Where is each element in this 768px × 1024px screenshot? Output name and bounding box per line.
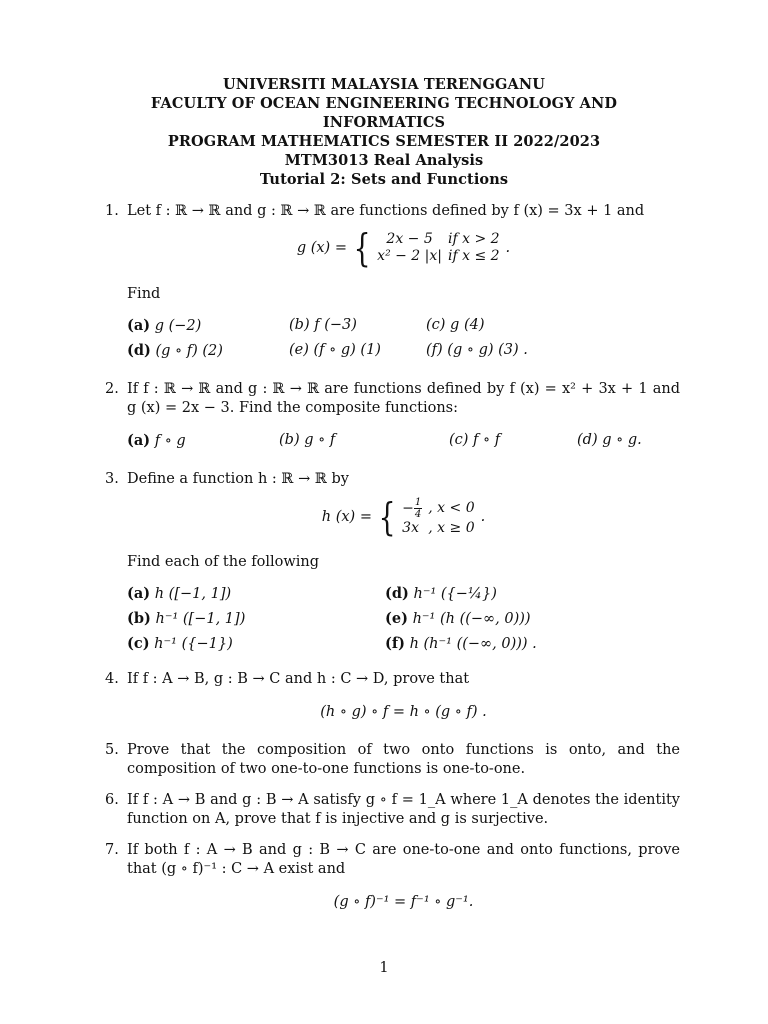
question-number: 3.: [105, 471, 119, 487]
question-text: Prove that the composition of two onto functions is onto, and the composition of two one-to-one functions is one-to-one.: [127, 742, 680, 777]
piecewise-cases: [377, 231, 505, 265]
sub-question-label: (d): [385, 585, 409, 602]
display-equation: (g ∘ f)⁻¹ = f⁻¹ ∘ g⁻¹.: [333, 894, 474, 910]
sub-question: [385, 584, 497, 604]
question-number: 5.: [105, 742, 119, 758]
piecewise-definition-g: [127, 226, 680, 273]
sub-question: [127, 316, 289, 336]
sub-question-label: (c): [426, 317, 446, 333]
sub-question-label: (e): [289, 342, 309, 358]
sub-question-label: (c): [127, 635, 150, 652]
course-code-title: MTM3013 Real Analysis: [284, 152, 484, 169]
fraction-denominator: 4: [414, 509, 422, 520]
sub-question: [449, 431, 577, 451]
sub-question: [577, 431, 642, 451]
sub-question-expression: (g ∘ f) (2): [155, 343, 223, 359]
sub-question: [127, 634, 385, 654]
sub-question-label: (b): [279, 432, 300, 448]
sub-question: [127, 341, 289, 361]
sub-question-expression: h⁻¹ (h ((−∞, 0))): [412, 611, 531, 627]
sub-question-label: (d): [577, 432, 598, 448]
question-list: [105, 202, 680, 912]
question-text: If f : A → B and g : B → A satisfy g ∘ f = 1_A where 1_A denotes the identity function on A, prove that f is injective and g is surjective.: [127, 792, 680, 827]
sub-question-expression: h (h⁻¹ ((−∞, 0))) .: [409, 636, 537, 652]
page-number: 1: [379, 960, 389, 976]
sub-question-expression: g (4): [450, 317, 485, 333]
case-condition: , x ≥ 0: [428, 520, 475, 536]
sub-question-label: (b): [127, 610, 151, 627]
faculty-name-line2: INFORMATICS: [322, 114, 446, 131]
sub-question-label: (f): [426, 342, 443, 358]
sub-question-expression: g ∘ g.: [602, 432, 642, 448]
document-header: [0, 75, 768, 189]
sub-question-expression: h ([−1, 1]): [154, 586, 232, 602]
sub-questions: [127, 584, 680, 654]
left-brace: {: [378, 495, 396, 539]
sub-question-label: (c): [449, 432, 469, 448]
fraction: [414, 497, 422, 520]
sub-question-expression: (g ∘ g) (3) .: [447, 342, 528, 358]
question-2: [105, 380, 680, 451]
sub-question-expression: h⁻¹ ({−1}): [154, 636, 233, 652]
question-1: [105, 202, 680, 361]
piecewise-lhs: g (x) =: [296, 240, 347, 256]
sub-question-label: (e): [385, 610, 408, 627]
sub-question: [385, 634, 537, 654]
sub-question-label: (d): [127, 342, 151, 359]
question-number: 2.: [105, 381, 119, 397]
left-brace: {: [353, 226, 371, 270]
find-label: Find: [127, 286, 161, 302]
case-expression: 3x: [402, 520, 419, 536]
display-end-punct: .: [480, 509, 486, 525]
question-text: Define a function h : ℝ → ℝ by: [127, 471, 349, 487]
sub-question: [289, 316, 426, 336]
question-number: 7.: [105, 842, 119, 858]
sub-question-label: (f): [385, 635, 405, 652]
sub-question: [127, 609, 385, 629]
program-semester: PROGRAM MATHEMATICS SEMESTER II 2022/2023: [167, 133, 601, 150]
question-7: [105, 841, 680, 912]
sub-question: [289, 341, 426, 361]
question-number: 1.: [105, 203, 119, 219]
question-text: If f : A → B, g : B → C and h : C → D, prove that: [127, 671, 470, 687]
sub-question-expression: f ∘ g: [154, 433, 186, 449]
piecewise-cases: [402, 497, 480, 537]
university-name: UNIVERSITI MALAYSIA TERENGGANU: [223, 76, 545, 93]
display-equation: (h ∘ g) ∘ f = h ∘ (g ∘ f) .: [320, 704, 487, 720]
question-text: Let f : ℝ → ℝ and g : ℝ → ℝ are functions defined by f (x) = 3x + 1 and: [127, 203, 645, 219]
sub-question-label: (a): [127, 432, 151, 449]
sub-question-expression: (f ∘ g) (1): [313, 342, 381, 358]
faculty-name-line1: FACULTY OF OCEAN ENGINEERING TECHNOLOGY AND: [150, 95, 618, 112]
case-expression: [402, 497, 428, 520]
sub-question: [127, 584, 385, 604]
sub-question-expression: g (−2): [154, 318, 202, 334]
sub-questions: [127, 316, 680, 361]
question-3: [105, 470, 680, 654]
tutorial-title: Tutorial 2: Sets and Functions: [259, 171, 509, 188]
sub-question: [426, 341, 528, 361]
sub-questions: [127, 431, 680, 451]
case-condition: if x > 2: [448, 231, 500, 247]
display-end-punct: .: [505, 240, 511, 256]
question-5: [105, 741, 680, 779]
question-text: If f : ℝ → ℝ and g : ℝ → ℝ are functions defined by f (x) = x² + 3x + 1 and g (x) = 2x − 3. Find the composite functions:: [127, 381, 680, 416]
sub-question: [385, 609, 531, 629]
question-6: [105, 791, 680, 829]
piecewise-lhs: h (x) =: [321, 509, 372, 525]
minus-sign: −: [402, 500, 414, 517]
sub-question-expression: h⁻¹ ([−1, 1]): [155, 611, 246, 627]
sub-question-expression: h⁻¹ ({−¼}): [413, 586, 497, 602]
sub-question: [127, 431, 279, 451]
sub-question: [279, 431, 449, 451]
case-expression: x² − 2 |x|: [377, 248, 442, 264]
sub-question-label: (a): [127, 317, 151, 334]
sub-question-label: (a): [127, 585, 151, 602]
case-expression: 2x − 5: [386, 231, 433, 247]
piecewise-definition-h: [127, 497, 680, 543]
question-number: 4.: [105, 671, 119, 687]
question-4: [105, 670, 680, 722]
sub-question-label: (b): [289, 317, 310, 333]
case-condition: if x ≤ 2: [448, 248, 500, 264]
sub-question-expression: g ∘ f: [304, 432, 336, 448]
case-condition: , x < 0: [428, 500, 475, 516]
fraction-numerator: 1: [414, 497, 422, 508]
sub-question-expression: f (−3): [314, 317, 357, 333]
sub-question: [426, 316, 484, 336]
question-number: 6.: [105, 792, 119, 808]
sub-question-expression: f ∘ f: [473, 432, 501, 448]
find-label: Find each of the following: [127, 554, 320, 570]
question-text: If both f : A → B and g : B → C are one-to-one and onto functions, prove that (g ∘ f)⁻¹ : C → A exist and: [127, 842, 680, 877]
